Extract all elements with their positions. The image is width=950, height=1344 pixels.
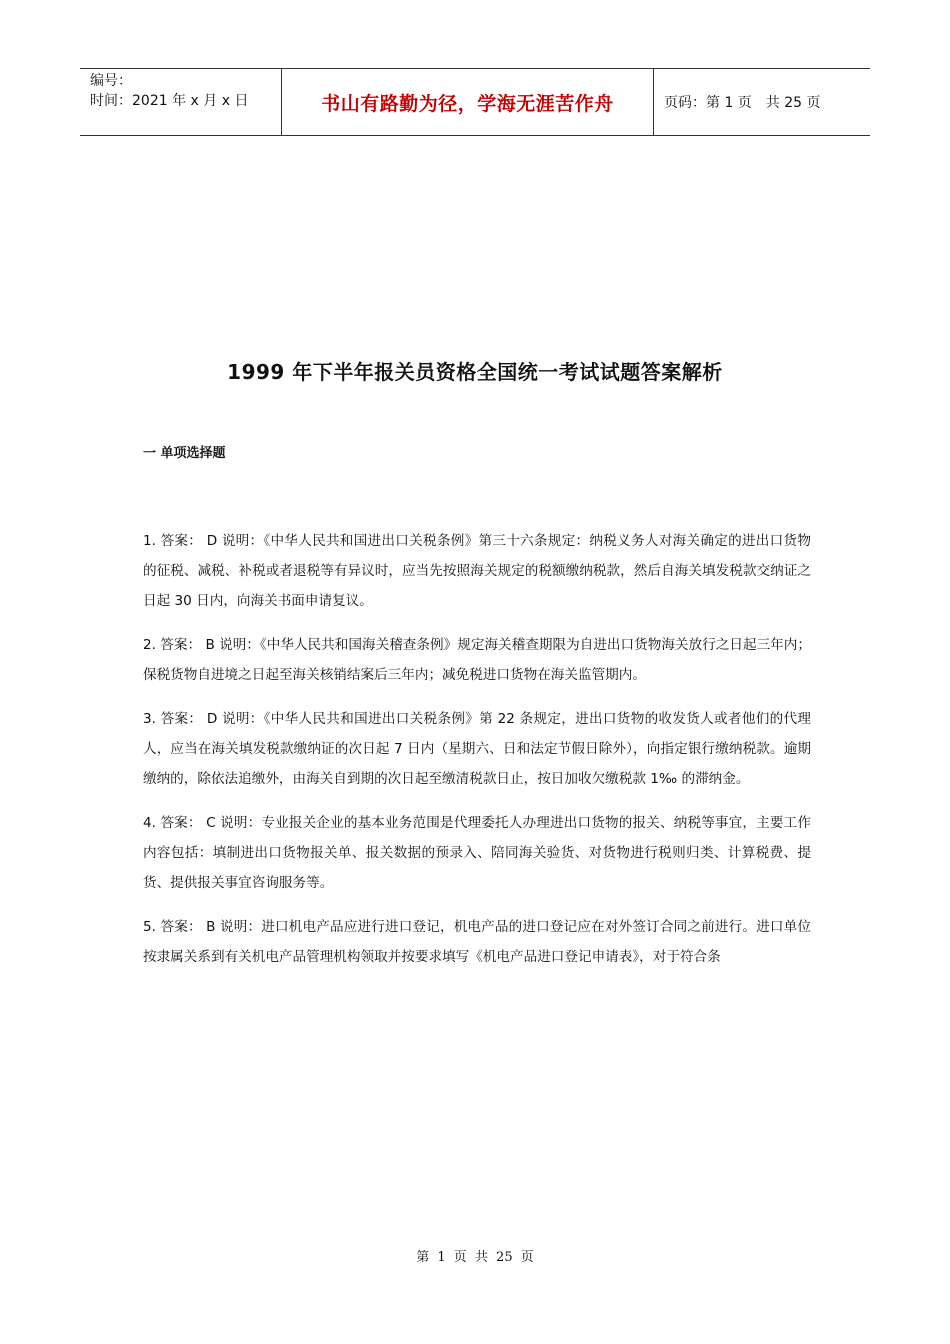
time-label: 时间：2021 年 x 月 x 日 <box>90 93 249 109</box>
header-motto-cell <box>282 69 654 135</box>
answer-paragraph-2: 2. 答案： B 说明：《中华人民共和国海关稽查条例》规定海关稽查期限为自进出口货物海关放行之日起三年内；保税货物自进境之日起至海关核销结案后三年内；减免税进口货物在海关监管期内。 <box>143 637 811 683</box>
page-info: 页码：第 1 页 共 25 页 <box>664 95 821 111</box>
document-body <box>143 526 811 986</box>
serial-label: 编号： <box>90 73 132 89</box>
answer-paragraph-1: 1. 答案： D 说明：《中华人民共和国进出口关税条例》第三十六条规定：纳税义务人对海关确定的进出口货物的征税、减税、补税或者退税等有异议时，应当先按照海关规定的税额缴纳税款，然后自海关填发税款交纳证之日起 30 日内，向海关书面申请复议。 <box>143 533 811 609</box>
header-meta-cell <box>80 69 282 135</box>
document-title: 1999 年下半年报关员资格全国统一考试试题答案解析 <box>227 360 723 384</box>
header-table <box>80 68 870 136</box>
header-page-cell <box>654 69 870 135</box>
page-footer: 第 1 页 共 25 页 <box>416 1250 534 1265</box>
answer-paragraph-5: 5. 答案： B 说明：进口机电产品应进行进口登记，机电产品的进口登记应在对外签订合同之前进行。进口单位按隶属关系到有关机电产品管理机构领取并按要求填写《机电产品进口登记申请表》，对于符合条 <box>143 919 811 965</box>
answer-paragraph-4: 4. 答案： C 说明：专业报关企业的基本业务范围是代理委托人办理进出口货物的报关、纳税等事宜，主要工作内容包括：填制进出口货物报关单、报关数据的预录入、陪同海关验货、对货物进行税则归类、计算税费、提货、提供报关事宜咨询服务等。 <box>143 815 811 891</box>
answer-paragraph-3: 3. 答案： D 说明：《中华人民共和国进出口关税条例》第 22 条规定，进出口货物的收发货人或者他们的代理人，应当在海关填发税款缴纳证的次日起 7 日内（星期六、日和法定节假日除外），向指定银行缴纳税款。逾期缴纳的，除依法追缴外，由海关自到期的次日起至缴清税款日止，按日加收欠缴税款 1‰ 的滞纳金。 <box>143 711 811 787</box>
motto-text: 书山有路勤为径，学海无涯苦作舟 <box>321 92 614 115</box>
section-heading: 一 单项选择题 <box>143 446 226 461</box>
